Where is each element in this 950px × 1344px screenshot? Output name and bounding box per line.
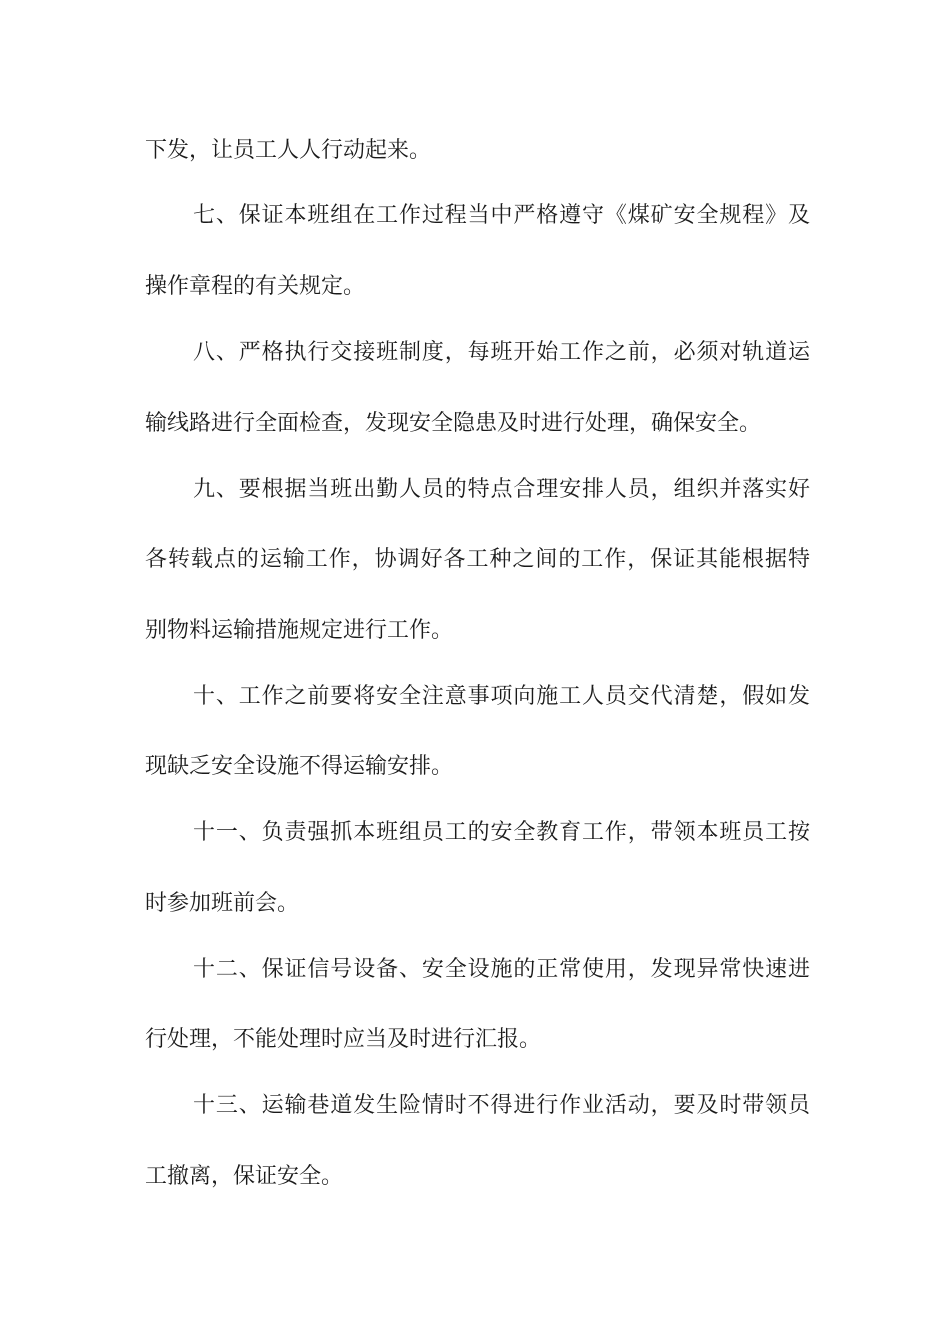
text-line: 十二、保证信号设备、安全设施的正常使用，发现异常快速进 <box>193 957 810 982</box>
text-line: 八、严格执行交接班制度，每班开始工作之前，必须对轨道运 <box>193 340 810 365</box>
text-line: 十三、运输巷道发生险情时不得进行作业活动，要及时带领员 <box>193 1093 810 1118</box>
text-line: 各转载点的运输工作，协调好各工种之间的工作，保证其能根据特 <box>145 547 810 572</box>
text-line: 操作章程的有关规定。 <box>145 274 366 299</box>
text-line: 现缺乏安全设施不得运输安排。 <box>145 754 454 779</box>
text-line: 工撤离，保证安全。 <box>145 1164 344 1189</box>
text-line: 九、要根据当班出勤人员的特点合理安排人员，组织并落实好 <box>193 477 810 502</box>
text-line: 十、工作之前要将安全注意事项向施工人员交代清楚，假如发 <box>193 684 810 709</box>
text-line: 时参加班前会。 <box>145 891 300 916</box>
text-line: 十一、负责强抓本班组员工的安全教育工作，带领本班员工按 <box>193 820 810 845</box>
text-line: 下发，让员工人人行动起来。 <box>145 138 432 163</box>
text-line: 别物料运输措施规定进行工作。 <box>145 618 454 643</box>
text-line: 输线路进行全面检查，发现安全隐患及时进行处理，确保安全。 <box>145 411 762 436</box>
text-line: 七、保证本班组在工作过程当中严格遵守《煤矿安全规程》及 <box>193 203 810 228</box>
text-line: 行处理，不能处理时应当及时进行汇报。 <box>145 1027 542 1052</box>
